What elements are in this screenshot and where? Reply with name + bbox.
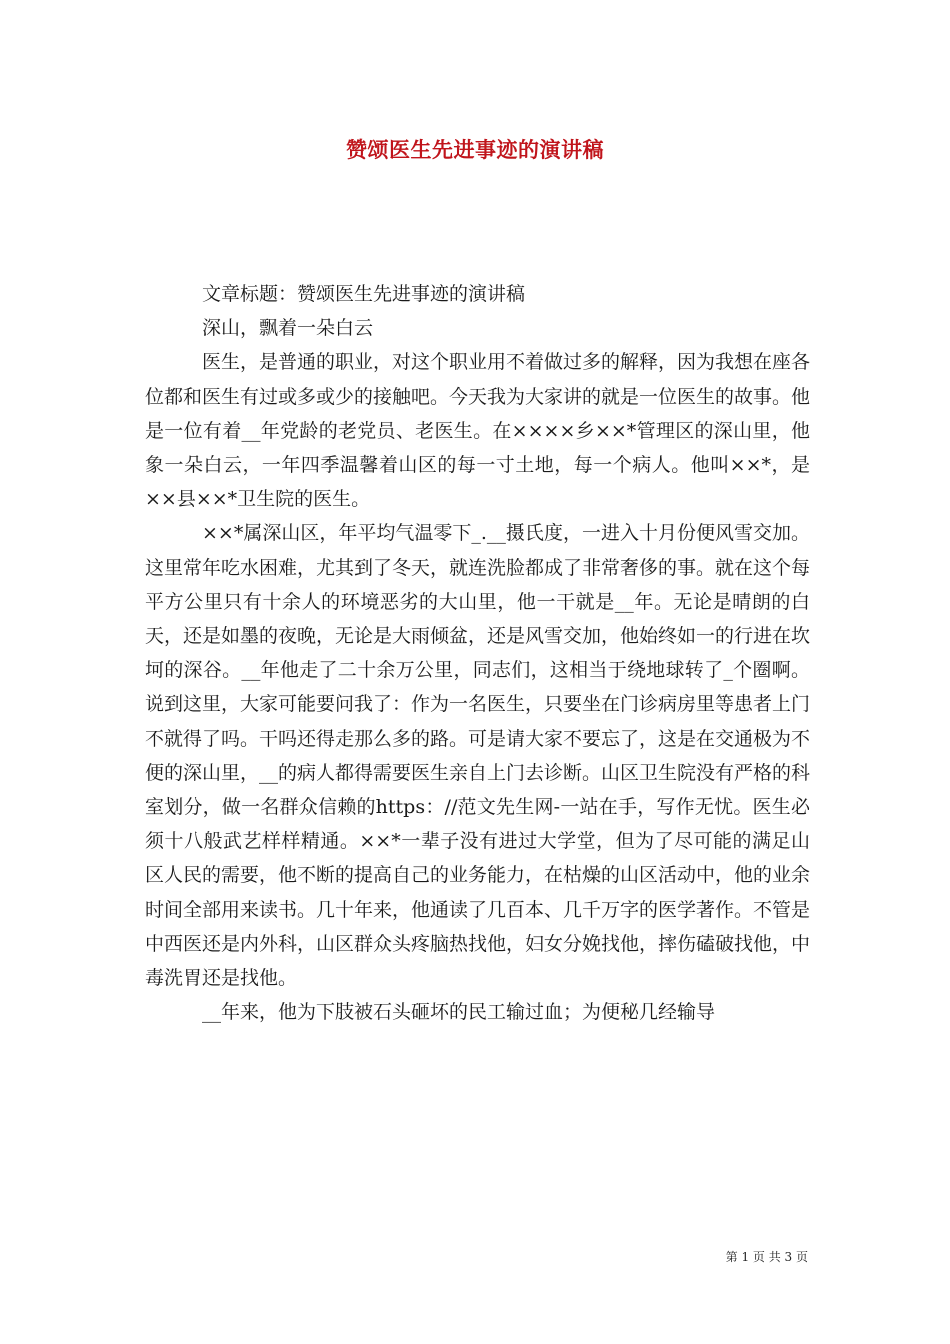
page-number: 第 1 页 共 3 页: [725, 1250, 808, 1264]
document-body: [145, 277, 810, 1029]
article-subtitle-line: 深山，飘着一朵白云: [202, 317, 374, 340]
paragraph: __年来，他为下肢被石头砸坏的民工输过血；为便秘几经输导: [202, 1001, 716, 1024]
document-title: 赞颂医生先进事迹的演讲稿: [346, 137, 604, 162]
article-title-line: 文章标题：赞颂医生先进事迹的演讲稿: [202, 283, 526, 305]
paragraph: ××*属深山区，年平均气温零下_.__摄氏度，一进入十月份便风雪交加。这里常年吃水困难，尤其到了冬天，就连洗脸都成了非常奢侈的事。就在这个每平方公里只有十余人的环境恶劣的大山里，他一干就是__年。无论是晴朗的白天，还是如墨的夜晚，无论是大雨倾盆，还是风雪交加，他始终如一的行进在坎坷的深谷。__年他走了二十余万公里，同志们，这相当于绕地球转了_个圈啊。说到这里，大家可能要问我了：作为一名医生，只要坐在门诊病房里等患者上门不就得了吗。干吗还得走那么多的路。可是请大家不要忘了，这是在交通极为不便的深山里，__的病人都得需要医生亲自上门去诊断。山区卫生院没有严格的科室划分，做一名群众信赖的https：//范文先生网-一站在手，写作无忧。医生必须十八般武艺样样精通。××*一辈子没有进过大学堂，但为了尽可能的满足山区人民的需要，他不断的提高自己的业务能力，在枯燥的山区活动中，他的业余时间全部用来读书。几十年来，他通读了几百本、几千万字的医学著作。不管是中西医还是内外科，山区群众头疼脑热找他，妇女分娩找他，摔伤磕破找他，中毒洗胃还是找他。: [145, 522, 811, 990]
paragraph: 医生，是普通的职业，对这个职业用不着做过多的解释，因为我想在座各位都和医生有过或多或少的接触吧。今天我为大家讲的就是一位医生的故事。他是一位有着__年党龄的老党员、老医生。在××××乡××*管理区的深山里，他象一朵白云，一年四季温馨着山区的每一寸土地，每一个病人。他叫××*，是××县××*卫生院的医生。: [145, 351, 811, 511]
